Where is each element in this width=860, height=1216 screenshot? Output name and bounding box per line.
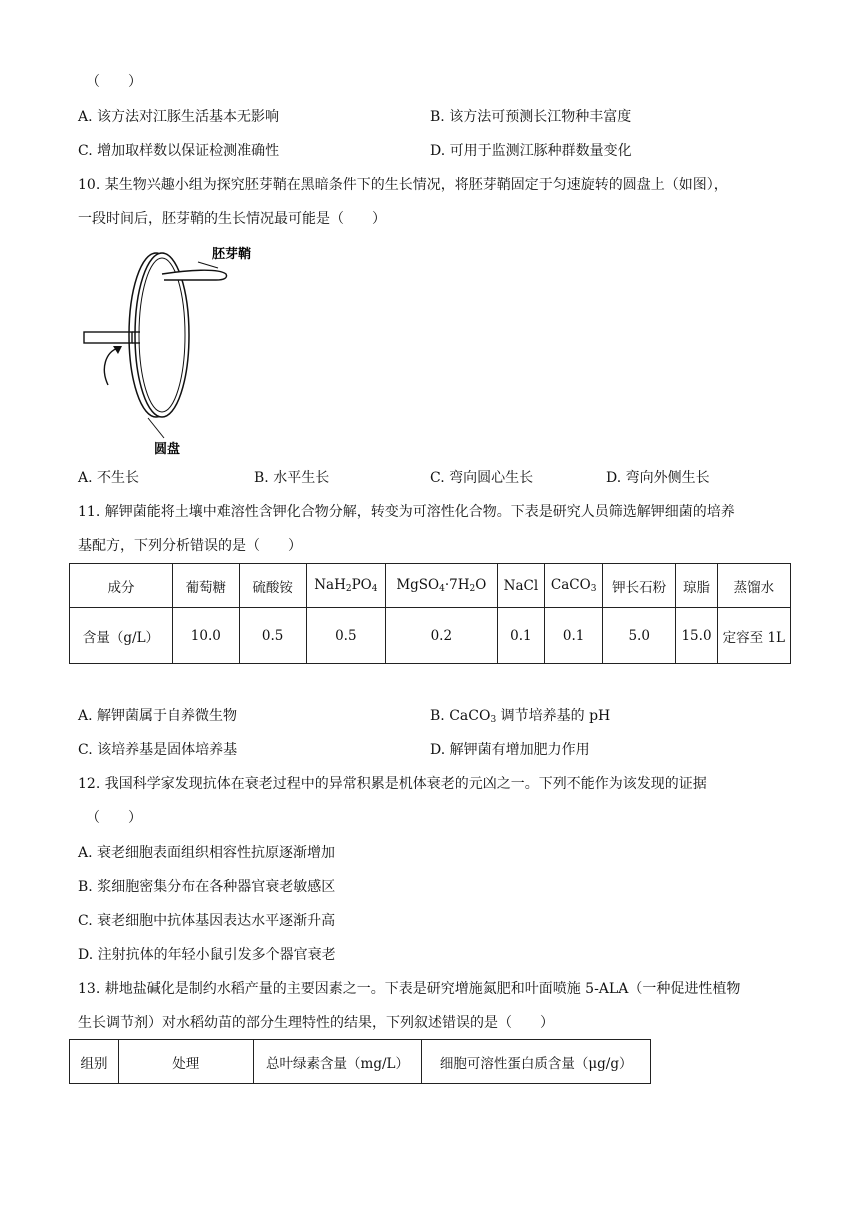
table-cell: 5.0 bbox=[603, 608, 676, 664]
q12-option-d: D. 注射抗体的年轻小鼠引发多个器官衰老 bbox=[78, 947, 336, 963]
q9-option-b: B. 该方法可预测长江物种丰富度 bbox=[430, 109, 632, 125]
q12-stem-line1: 12. 我国科学家发现抗体在衰老过程中的异常积累是机体衰老的元凶之一。下列不能作为该发现的证据 bbox=[78, 776, 707, 792]
q13-stem-line1: 13. 耕地盐碱化是制约水稻产量的主要因素之一。下表是研究增施氮肥和叶面喷施 5-ALA（一种促进性植物 bbox=[78, 981, 741, 997]
rice-treatment-table bbox=[69, 1039, 651, 1084]
q10-option-d: D. 弯向外侧生长 bbox=[606, 470, 710, 486]
table-header: $NaH_2PO_4$ bbox=[306, 564, 386, 608]
table-header: 琼脂 bbox=[676, 564, 717, 608]
q10-stem-line1: 10. 某生物兴趣小组为探究胚芽鞘在黑暗条件下的生长情况，将胚芽鞘固定于匀速旋转的圆盘上（如图）， bbox=[78, 177, 728, 193]
table-cell: 0.1 bbox=[545, 608, 603, 664]
table-cell: 0.1 bbox=[497, 608, 545, 664]
q9-option-a: A. 该方法对江豚生活基本无影响 bbox=[78, 109, 280, 125]
label-disk: 圆盘 bbox=[154, 442, 181, 457]
q11-option-b: B. CaCO$_3$ 调节培养基的 pH bbox=[430, 708, 611, 725]
q9-option-c: C. 增加取样数以保证检测准确性 bbox=[78, 143, 280, 159]
q9-option-d: D. 可用于监测江豚种群数量变化 bbox=[430, 143, 632, 159]
table-row bbox=[70, 564, 791, 608]
table-row bbox=[70, 608, 791, 664]
q11-stem-line1: 11. 解钾菌能将土壤中难溶性含钾化合物分解，转变为可溶性化合物。下表是研究人员筛选解钾细菌的培养 bbox=[78, 504, 735, 520]
table-header: 硫酸铵 bbox=[239, 564, 306, 608]
table-cell: 10.0 bbox=[172, 608, 239, 664]
q12-option-c: C. 衰老细胞中抗体基因表达水平逐渐升高 bbox=[78, 913, 336, 929]
table-header: NaCl bbox=[497, 564, 545, 608]
label-coleoptile: 胚芽鞘 bbox=[212, 247, 252, 262]
rotating-disk-figure bbox=[78, 240, 278, 460]
q10-option-a: A. 不生长 bbox=[78, 470, 140, 486]
table-cell: 15.0 bbox=[676, 608, 717, 664]
table-header: 钾长石粉 bbox=[603, 564, 676, 608]
table-header: $MgSO_4\cdot 7H_2O$ bbox=[386, 564, 497, 608]
q11-option-d: D. 解钾菌有增加肥力作用 bbox=[430, 742, 590, 758]
table-header: 细胞可溶性蛋白质含量（μg/g） bbox=[422, 1040, 651, 1084]
table-cell: 0.5 bbox=[239, 608, 306, 664]
axle bbox=[84, 332, 132, 343]
table-header: 总叶绿素含量（mg/L） bbox=[253, 1040, 422, 1084]
q9-answer-paren: （ ） bbox=[86, 74, 142, 90]
q11-option-a: A. 解钾菌属于自养微生物 bbox=[78, 708, 238, 724]
table-cell: 定容至 1L bbox=[717, 608, 790, 664]
table-header: 葡萄糖 bbox=[172, 564, 239, 608]
table-header: 蒸馏水 bbox=[717, 564, 790, 608]
table-row bbox=[70, 1040, 651, 1084]
table-header: 组别 bbox=[70, 1040, 119, 1084]
q10-option-b: B. 水平生长 bbox=[254, 470, 330, 486]
table-cell: 含量（g/L） bbox=[70, 608, 173, 664]
q12-option-b: B. 浆细胞密集分布在各种器官衰老敏感区 bbox=[78, 879, 336, 895]
q10-stem-line2: 一段时间后，胚芽鞘的生长情况最可能是（ ） bbox=[78, 211, 386, 227]
q10-option-c: C. 弯向圆心生长 bbox=[430, 470, 534, 486]
table-cell: 0.5 bbox=[306, 608, 386, 664]
table-header: CaCO$_3$ bbox=[545, 564, 603, 608]
rotation-arrow bbox=[104, 348, 118, 385]
q12-answer-paren: （ ） bbox=[86, 810, 142, 826]
q12-option-a: A. 衰老细胞表面组织相容性抗原逐渐增加 bbox=[78, 845, 336, 861]
q11-stem-line2: 基配方，下列分析错误的是（ ） bbox=[78, 538, 302, 554]
table-cell: 0.2 bbox=[386, 608, 497, 664]
table-header: 处理 bbox=[118, 1040, 253, 1084]
q11-option-c: C. 该培养基是固体培养基 bbox=[78, 742, 238, 758]
q13-stem-line2: 生长调节剂）对水稻幼苗的部分生理特性的结果，下列叙述错误的是（ ） bbox=[78, 1015, 554, 1031]
medium-recipe-table bbox=[69, 563, 791, 664]
table-header: 成分 bbox=[70, 564, 173, 608]
